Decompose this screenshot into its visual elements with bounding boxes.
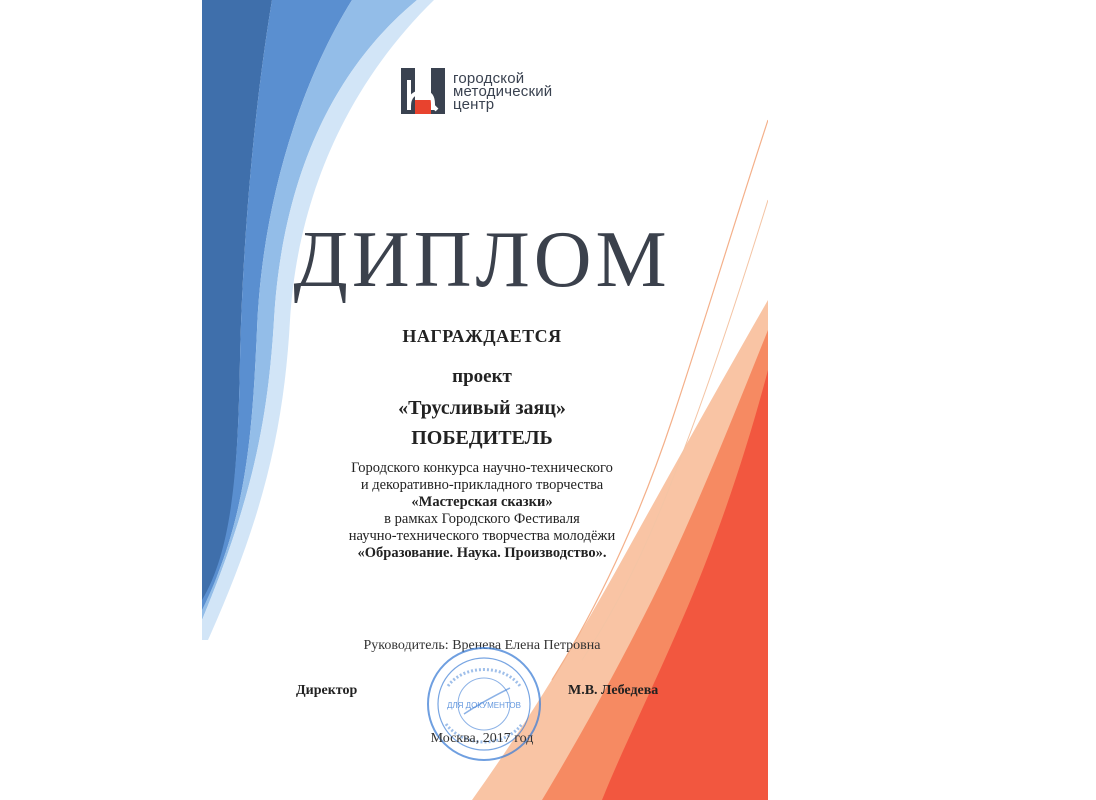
description-line-4: в рамках Городского Фестиваля — [384, 511, 580, 527]
award-description — [322, 460, 642, 562]
awarded-heading: НАГРАЖДАЕТСЯ — [402, 326, 562, 346]
diploma-page — [202, 0, 768, 800]
description-line-1: Городского конкурса научно-технического — [351, 460, 613, 476]
winner-status: ПОБЕДИТЕЛЬ — [411, 427, 553, 449]
logo-line-1: городской — [453, 70, 525, 87]
logo-line-3: центр — [453, 96, 495, 113]
stamp-text: ДЛЯ ДОКУМЕНТОВ — [446, 701, 522, 710]
contest-name: «Мастерская сказки» — [411, 494, 553, 510]
mu-letter-logo-icon — [401, 66, 447, 116]
project-name: «Трусливый заяц» — [398, 397, 566, 419]
project-label: проект — [452, 366, 512, 387]
logo-line-2: методический — [453, 83, 553, 100]
festival-name: «Образование. Наука. Производство». — [357, 545, 607, 561]
city-year: Москва, 2017 год — [430, 731, 534, 746]
logo-text — [453, 72, 552, 111]
director-label: Директор — [296, 683, 358, 698]
description-line-2: и декоративно-прикладного творчества — [360, 477, 604, 493]
description-line-5: научно-технического творчества молодёжи — [348, 528, 616, 544]
organization-logo — [401, 66, 571, 118]
director-name: М.В. Лебедева — [568, 683, 659, 698]
diploma-title: ДИПЛОМ — [293, 216, 671, 304]
project-leader: Руководитель: Вренева Елена Петровна — [363, 638, 601, 653]
